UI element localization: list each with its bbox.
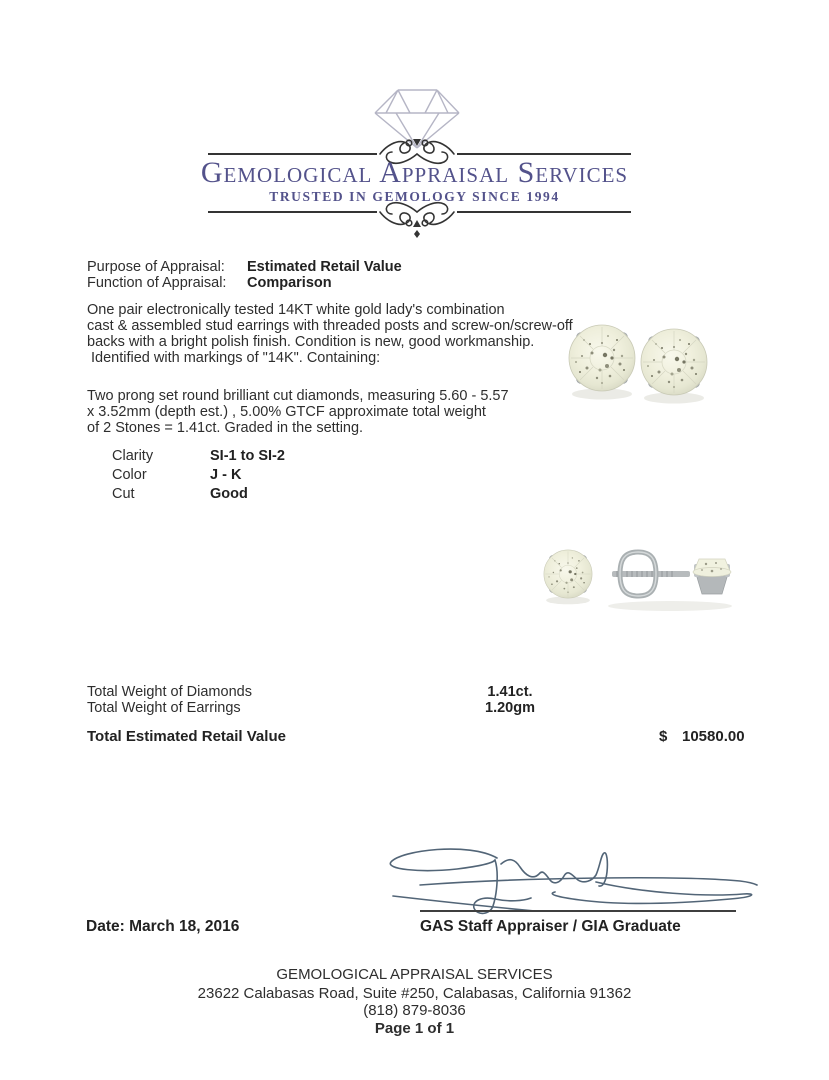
grade-value: SI-1 to SI-2: [210, 448, 285, 464]
threaded-post: [612, 571, 690, 577]
purpose-label: Purpose of Appraisal:: [87, 259, 225, 275]
grade-value: Good: [210, 486, 248, 502]
grade-label: Color: [112, 467, 147, 483]
grade-row-clarity: [112, 448, 285, 467]
description-line: backs with a bright polish finish. Condition is new, good workmanship.: [87, 334, 535, 350]
grades-table: [112, 448, 285, 505]
appraisal-date: Date: March 18, 2016: [86, 918, 240, 935]
brand-tagline: TRUSTED IN GEMOLOGY SINCE 1994: [269, 189, 560, 204]
grade-row-cut: [112, 486, 285, 505]
description-line: One pair electronically tested 14KT white gold lady's combination: [87, 302, 505, 318]
page-number: Page 1 of 1: [374, 1020, 455, 1037]
total-weight-diamonds-value: 1.41ct.: [487, 684, 533, 700]
appraiser-title: GAS Staff Appraiser / GIA Graduate: [420, 918, 681, 935]
brand-name: Gemological Appraisal Services: [200, 156, 629, 189]
signature-line: [420, 910, 736, 912]
retail-value-amount: 10580.00: [682, 728, 745, 745]
detail-line: x 3.52mm (depth est.) , 5.00% GTCF approximate total weight: [87, 404, 486, 420]
appraiser-signature: [385, 838, 805, 920]
earrings-photo-side-view: [520, 530, 744, 622]
total-weight-earrings-label: Total Weight of Earrings: [87, 700, 241, 716]
purpose-value: Estimated Retail Value: [247, 259, 402, 275]
grade-label: Cut: [112, 486, 135, 502]
description-line: Identified with markings of "14K". Containing:: [91, 350, 381, 366]
retail-value-label: Total Estimated Retail Value: [87, 728, 286, 745]
purpose-row: [87, 259, 402, 275]
function-row: [87, 275, 332, 291]
footer-org-name: GEMOLOGICAL APPRAISAL SERVICES: [276, 966, 553, 983]
diamond-details: [87, 388, 509, 436]
total-weight-diamonds-label: Total Weight of Diamonds: [87, 684, 252, 700]
function-value: Comparison: [247, 275, 332, 291]
detail-line: Two prong set round brilliant cut diamonds, measuring 5.60 - 5.57: [87, 388, 509, 404]
bottom-tip-ornament: [414, 230, 420, 238]
footer-address: 23622 Calabasas Road, Suite #250, Calabasas, California 91362: [197, 985, 632, 1002]
grade-row-color: [112, 467, 285, 486]
description-line: cast & assembled stud earrings with threaded posts and screw-on/screw-off: [87, 318, 573, 334]
grade-value: J - K: [210, 467, 242, 483]
detail-line: of 2 Stones = 1.41ct. Graded in the setting.: [87, 420, 364, 436]
stone-side-profile: [693, 559, 731, 594]
earrings-photo-top-view: [549, 312, 721, 408]
function-label: Function of Appraisal:: [87, 275, 227, 291]
footer-phone: (818) 879-8036: [363, 1002, 466, 1019]
total-weight-earrings-value: 1.20gm: [485, 700, 535, 716]
item-description: [87, 302, 573, 366]
grade-label: Clarity: [112, 448, 154, 464]
currency-symbol: $: [659, 728, 668, 745]
